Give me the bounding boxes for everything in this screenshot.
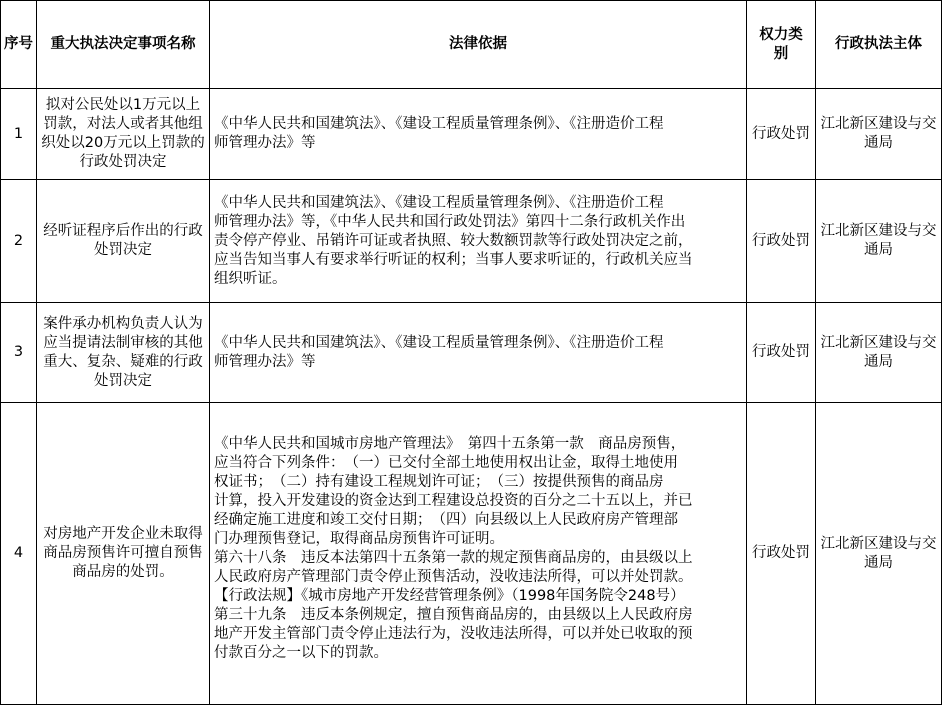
table-row — [1, 403, 942, 705]
law-line: 师管理办法》等 — [214, 353, 316, 370]
law-line: 《中华人民共和国城市房地产管理法》 第四十五条第一款 商品房预售， — [214, 436, 686, 452]
row-index: 2 — [1, 180, 37, 303]
law-line: 付款百分之一以下的罚款。 — [214, 645, 388, 661]
row-index: 1 — [1, 89, 37, 180]
row-index: 4 — [1, 403, 37, 705]
law-line: 师管理办法》等 — [214, 135, 316, 151]
law-line: 《中华人民共和国建筑法》、《建设工程质量管理条例》、《注册造价工程 — [214, 334, 664, 351]
header-index: 序号 — [1, 1, 37, 89]
law-line: 人民政府房产管理部门责令停止预售活动，没收违法所得，可以并处罚款。 — [214, 569, 693, 585]
row-law — [210, 89, 747, 180]
row-org: 江北新区建设与交通局 — [816, 403, 942, 705]
row-type: 行政处罚 — [747, 403, 816, 705]
header-law: 法律依据 — [210, 1, 747, 89]
row-org: 江北新区建设与交通局 — [816, 89, 942, 180]
law-line: 经确定施工进度和竣工交付日期； （四）向县级以上人民政府房产管理部 — [214, 512, 678, 528]
law-line: 门办理预售登记，取得商品房预售许可证明。 — [214, 531, 504, 547]
table-row — [1, 89, 942, 180]
law-line: 《中华人民共和国建筑法》、《建设工程质量管理条例》、《注册造价工程 — [214, 194, 664, 211]
table-row — [1, 180, 942, 303]
row-type: 行政处罚 — [747, 89, 816, 180]
table-row — [1, 303, 942, 403]
row-law — [210, 303, 747, 403]
row-name: 对房地产开发企业未取得商品房预售许可擅自预售商品房的处罚。 — [37, 403, 210, 705]
row-org: 江北新区建设与交通局 — [816, 180, 942, 303]
law-line: 第六十八条 违反本法第四十五条第一款的规定预售商品房的，由县级以上 — [214, 550, 693, 566]
law-line: 【行政法规】《城市房地产开发经营管理条例》（1998年国务院令248号） — [214, 588, 685, 604]
row-type: 行政处罚 — [747, 180, 816, 303]
header-type: 权力类别 — [747, 1, 816, 89]
law-line: 应当告知当事人有要求举行听证的权利；当事人要求听证的，行政机关应当 — [214, 251, 693, 268]
law-line: 《中华人民共和国建筑法》、《建设工程质量管理条例》、《注册造价工程 — [214, 116, 664, 132]
row-index: 3 — [1, 303, 37, 403]
row-type: 行政处罚 — [747, 303, 816, 403]
law-line: 计算，投入开发建设的资金达到工程建设总投资的百分之二十五以上，并已 — [214, 493, 693, 509]
header-org: 行政执法主体 — [816, 1, 942, 89]
row-name: 拟对公民处以1万元以上罚款，对法人或者其他组织处以20万元以上罚款的行政处罚决定 — [37, 89, 210, 180]
row-law — [210, 180, 747, 303]
header-name: 重大执法决定事项名称 — [37, 1, 210, 89]
row-name: 案件承办机构负责人认为应当提请法制审核的其他重大、复杂、疑难的行政处罚决定 — [37, 303, 210, 403]
row-name: 经听证程序后作出的行政处罚决定 — [37, 180, 210, 303]
row-law — [210, 403, 747, 705]
law-line: 责令停产停业、吊销许可证或者执照、较大数额罚款等行政处罚决定之前， — [214, 232, 693, 249]
law-line: 第三十九条 违反本条例规定，擅自预售商品房的，由县级以上人民政府房 — [214, 607, 693, 623]
law-line: 权证书； （二）持有建设工程规划许可证； （三）按提供预售的商品房 — [214, 474, 664, 490]
header-row — [1, 1, 942, 89]
law-line: 地产开发主管部门责令停止违法行为，没收违法所得，可以并处已收取的预 — [214, 626, 693, 642]
law-line: 应当符合下列条件： （一）已交付全部土地使用权出让金，取得土地使用 — [214, 455, 678, 471]
law-line: 组织听证。 — [214, 270, 287, 287]
law-line: 师管理办法》等，《中华人民共和国行政处罚法》第四十二条行政机关作出 — [214, 213, 686, 230]
row-org: 江北新区建设与交通局 — [816, 303, 942, 403]
